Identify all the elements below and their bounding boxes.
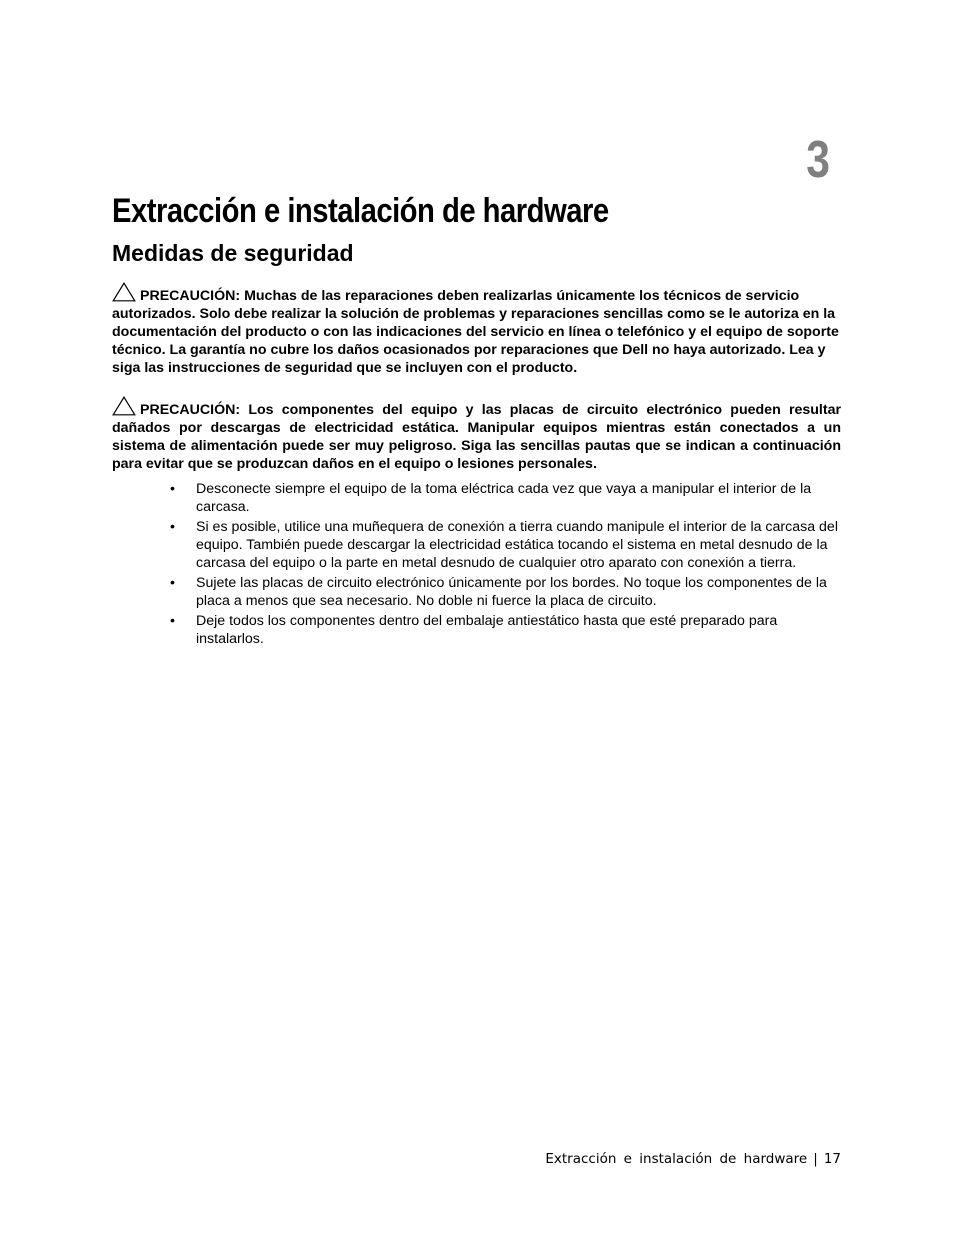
list-item-text: Deje todos los componentes dentro del embalaje antiestático hasta que esté preparado para instalarlos.	[196, 613, 778, 647]
list-item-text: Sujete las placas de circuito electrónico únicamente por los bordes. No toque los componentes de la placa a menos que sea necesario. No doble ni fuerce la placa de circuito.	[196, 575, 827, 609]
caution-text: Los componentes del equipo y las placas de circuito electrónico pueden resultar dañados por descargas de electricidad estática. Manipular equipos mientras están conectados a un sistema de alimentación puede ser muy peligroso. Siga las sencillas pautas que se indican a continuación para evitar que se produzcan daños en el equipo o lesiones personales.	[112, 402, 841, 472]
list-item-text: Desconecte siempre el equipo de la toma eléctrica cada vez que vaya a manipular el interior de la carcasa.	[196, 481, 812, 515]
bullet-icon: •	[170, 519, 175, 535]
footer-title: Extracción e instalación de hardware	[545, 1151, 808, 1167]
section-title: Medidas de seguridad	[112, 240, 354, 266]
caution-text: Muchas de las reparaciones deben realizarlas únicamente los técnicos de servicio autorizados. Solo debe realizar la solución de problemas y reparaciones sencillas como se le autoriza en la documentación del producto o con las indicaciones del servicio en línea o telefónico y el equipo de soporte técnico. La garantía no cubre los daños ocasionados por reparaciones que Dell no haya autorizado. Lea y siga las instrucciones de seguridad que se incluyen con el producto.	[112, 288, 839, 376]
warning-triangle-icon	[112, 396, 136, 416]
list-item	[112, 518, 842, 572]
bullet-icon: •	[170, 613, 175, 629]
caution-label: PRECAUCIÓN:	[140, 288, 241, 304]
list-item	[112, 612, 842, 648]
list-item-text: Si es posible, utilice una muñequera de conexión a tierra cuando manipule el interior de la carcasa del equipo. También puede descargar la electricidad estática tocando el sistema en metal desnudo de la carcasa del equipo o la parte en metal desnudo de cualquier otro aparato con conexión a tierra.	[196, 519, 838, 571]
warning-triangle-icon	[112, 282, 136, 302]
footer-separator: |	[813, 1151, 818, 1167]
caution-note	[112, 396, 841, 473]
chapter-title: Extracción e instalación de hardware	[112, 192, 609, 230]
bullet-icon: •	[170, 481, 175, 497]
page-number: 17	[823, 1151, 841, 1167]
safety-guidelines-list	[112, 480, 842, 650]
page-footer	[545, 1149, 841, 1169]
caution-note	[112, 282, 841, 377]
chapter-number: 3	[806, 131, 830, 189]
bullet-icon: •	[170, 575, 175, 591]
list-item	[112, 574, 842, 610]
caution-label: PRECAUCIÓN:	[140, 402, 241, 418]
list-item	[112, 480, 842, 516]
